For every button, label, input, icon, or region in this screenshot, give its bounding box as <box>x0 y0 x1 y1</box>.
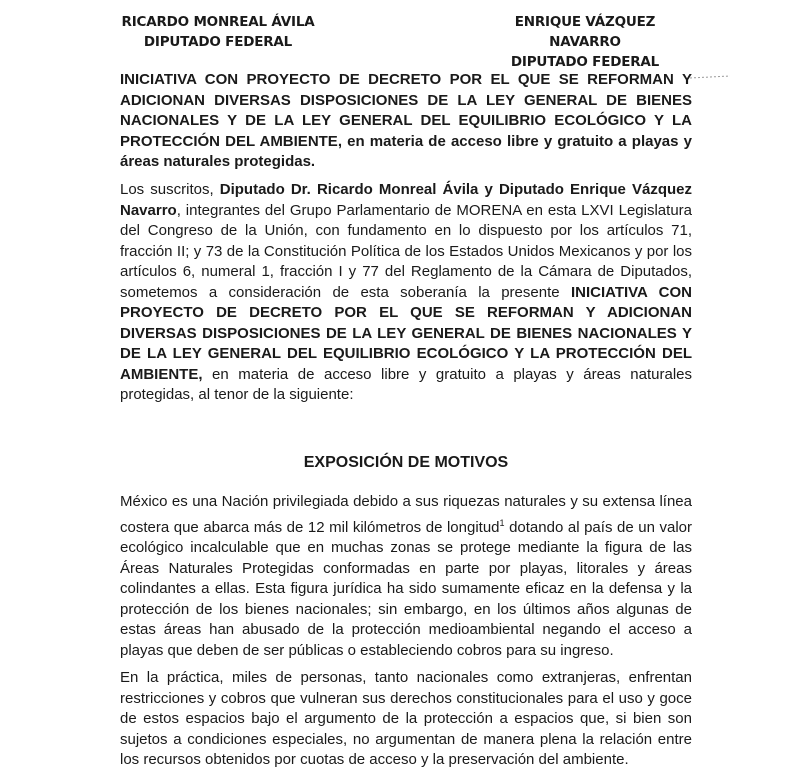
intro-title: INICIATIVA CON PROYECTO DE DECRETO POR EL QUE SE REFORMAN Y ADICIONAN DIVERSAS DISPOSICIONES DE LA LEY GENERAL DE BIENES NACIONALES Y DE LA LEY GENERAL DEL EQUILIBRIO ECOLÓGICO Y LA PROTECCIÓN DEL AMBIENTE, <box>120 283 692 383</box>
signer-left <box>118 12 318 52</box>
intro-paragraph <box>120 180 692 406</box>
motivos-p1-after: dotando al país de un valor ecológico incalculable que en muchas zonas se protege mediante la figura de las Áreas Naturales Protegidas conformadas en parte por playas, litorales y áreas colindantes a ellas. Esta figura jurídica ha sido sumamente eficaz en la defensa y la protección de los bienes nacionales; sin embargo, en los últimos años algunas de estas áreas han abusado de la protección medioambiental negando el acceso a playas que deben de ser públicas o estableciendo cobros para su ingreso. <box>120 518 692 659</box>
footnote-ref[interactable]: 1 <box>499 517 505 528</box>
signer-name: RICARDO MONREAL ÁVILA <box>121 14 315 30</box>
signer-name: ENRIQUE VÁZQUEZ NAVARRO <box>514 14 656 50</box>
intro-lead: Los suscritos, <box>120 181 220 198</box>
motivos-paragraph-2: En la práctica, miles de personas, tanto nacionales como extranjeras, enfrentan restricciones y cobros que vulneran sus derechos constitucionales para el uso y goce de estos espacios bajo el argumento de la protección a espacios que, si bien son sujetos a condiciones especiales, no argumentan de manera plena la relación entre los recursos obtenidos por cuotas de acceso y la preservación del ambiente. <box>120 669 692 768</box>
motivos-p1-before: México es una Nación privilegiada debido a sus riquezas naturales y su extensa línea costera que abarca más de 12 mil kilómetros de longitud <box>120 493 692 536</box>
section-heading: EXPOSICIÓN DE MOTIVOS <box>303 454 509 471</box>
signer-role: DIPUTADO FEDERAL <box>143 34 293 50</box>
signer-role: DIPUTADO FEDERAL <box>510 54 660 70</box>
initiative-title: INICIATIVA CON PROYECTO DE DECRETO POR EL QUE SE REFORMAN Y ADICIONAN DIVERSAS DISPOSICIONES DE LA LEY GENERAL DE BIENES NACIONALES Y DE LA LEY GENERAL DEL EQUILIBRIO ECOLÓGICO Y LA PROTECCIÓN DEL AMBIENTE, en materia de acceso libre y gratuito a playas y áreas naturales protegidas. <box>120 71 692 170</box>
intro-authors: Diputado Dr. Ricardo Monreal Ávila y Diputado Enrique Vázquez Navarro <box>120 181 692 219</box>
intro-middle: , integrantes del Grupo Parlamentario de MORENA en esta LXVI Legislatura del Congreso de la Unión, con fundamento en lo dispuesto por los artículos 71, fracción II; y 73 de la Constitución Política de los Estados Unidos Mexicanos y por los artículos 6, numeral 1, fracción I y 77 del Reglamento de la Cámara de Diputados, sometemos a consideración de esta soberanía la presente <box>120 201 692 301</box>
margin-mark <box>690 72 730 82</box>
motivos-paragraph-1 <box>120 492 692 661</box>
signer-right <box>480 12 690 72</box>
intro-tail: en materia de acceso libre y gratuito a playas y áreas naturales protegidas, al tenor de la siguiente: <box>120 365 692 403</box>
